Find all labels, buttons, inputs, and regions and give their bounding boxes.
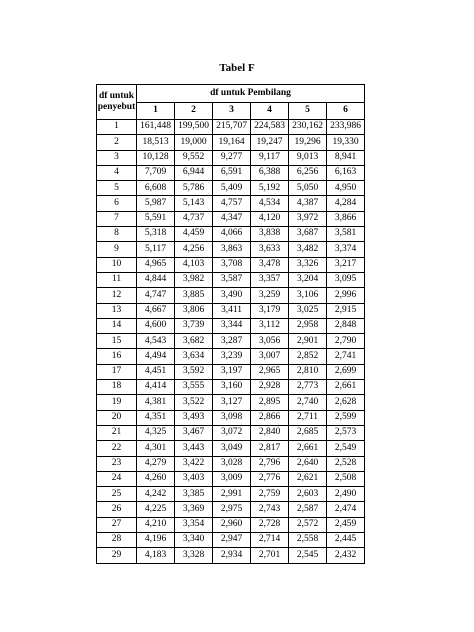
f-value-cell: 4,242 xyxy=(137,487,175,502)
f-value-cell: 4,210 xyxy=(137,517,175,532)
f-value-cell: 2,573 xyxy=(327,425,365,440)
denominator-df-cell: 15 xyxy=(97,334,137,349)
f-value-cell: 3,204 xyxy=(289,272,327,287)
table-body xyxy=(97,120,365,564)
f-value-cell: 3,555 xyxy=(175,380,213,395)
f-value-cell: 9,552 xyxy=(175,150,213,165)
f-value-cell: 2,603 xyxy=(289,487,327,502)
f-value-cell: 2,960 xyxy=(213,517,251,532)
f-value-cell: 6,591 xyxy=(213,165,251,180)
f-value-cell: 3,179 xyxy=(251,303,289,318)
f-value-cell: 3,522 xyxy=(175,395,213,410)
denominator-df-cell: 14 xyxy=(97,318,137,333)
f-value-cell: 4,351 xyxy=(137,410,175,425)
f-value-cell: 2,459 xyxy=(327,517,365,532)
f-value-cell: 2,852 xyxy=(289,349,327,364)
f-value-cell: 3,739 xyxy=(175,318,213,333)
f-value-cell: 19,000 xyxy=(175,135,213,150)
f-value-cell: 2,701 xyxy=(251,548,289,563)
denominator-df-cell: 3 xyxy=(97,150,137,165)
f-value-cell: 3,344 xyxy=(213,318,251,333)
table-row xyxy=(97,242,365,257)
f-value-cell: 2,947 xyxy=(213,533,251,548)
f-value-cell: 2,685 xyxy=(289,425,327,440)
denominator-df-cell: 29 xyxy=(97,548,137,563)
f-value-cell: 3,633 xyxy=(251,242,289,257)
f-value-cell: 4,543 xyxy=(137,334,175,349)
f-value-cell: 224,583 xyxy=(251,120,289,135)
f-value-cell: 3,467 xyxy=(175,425,213,440)
f-value-cell: 4,260 xyxy=(137,471,175,486)
f-value-cell: 3,112 xyxy=(251,318,289,333)
f-value-cell: 2,699 xyxy=(327,364,365,379)
f-value-cell: 4,844 xyxy=(137,272,175,287)
f-value-cell: 3,217 xyxy=(327,257,365,272)
denominator-df-cell: 16 xyxy=(97,349,137,364)
f-value-cell: 5,050 xyxy=(289,181,327,196)
denominator-df-cell: 24 xyxy=(97,471,137,486)
f-value-cell: 199,500 xyxy=(175,120,213,135)
f-value-cell: 3,127 xyxy=(213,395,251,410)
numerator-columns-row xyxy=(97,102,365,120)
f-value-cell: 2,790 xyxy=(327,334,365,349)
f-value-cell: 5,591 xyxy=(137,211,175,226)
f-value-cell: 5,192 xyxy=(251,181,289,196)
f-value-cell: 19,247 xyxy=(251,135,289,150)
denominator-df-header xyxy=(97,85,137,120)
f-value-cell: 6,163 xyxy=(327,165,365,180)
numerator-column-header: 1 xyxy=(137,102,175,120)
f-value-cell: 3,806 xyxy=(175,303,213,318)
f-value-cell: 2,934 xyxy=(213,548,251,563)
f-value-cell: 3,972 xyxy=(289,211,327,226)
f-value-cell: 2,474 xyxy=(327,502,365,517)
denominator-df-cell: 18 xyxy=(97,380,137,395)
f-value-cell: 3,009 xyxy=(213,471,251,486)
f-value-cell: 3,587 xyxy=(213,272,251,287)
f-value-cell: 2,901 xyxy=(289,334,327,349)
f-value-cell: 3,369 xyxy=(175,502,213,517)
f-value-cell: 3,581 xyxy=(327,227,365,242)
f-value-cell: 4,103 xyxy=(175,257,213,272)
f-value-cell: 4,325 xyxy=(137,425,175,440)
f-value-cell: 3,634 xyxy=(175,349,213,364)
f-distribution-table xyxy=(96,84,365,564)
table-row xyxy=(97,272,365,287)
f-value-cell: 8,941 xyxy=(327,150,365,165)
f-value-cell: 3,838 xyxy=(251,227,289,242)
f-value-cell: 2,549 xyxy=(327,441,365,456)
f-value-cell: 3,592 xyxy=(175,364,213,379)
f-value-cell: 4,225 xyxy=(137,502,175,517)
numerator-column-header: 2 xyxy=(175,102,213,120)
denominator-df-cell: 1 xyxy=(97,120,137,135)
f-value-cell: 9,013 xyxy=(289,150,327,165)
f-value-cell: 4,279 xyxy=(137,456,175,471)
f-value-cell: 4,347 xyxy=(213,211,251,226)
f-value-cell: 10,128 xyxy=(137,150,175,165)
f-value-cell: 2,776 xyxy=(251,471,289,486)
f-value-cell: 2,915 xyxy=(327,303,365,318)
denominator-df-cell: 6 xyxy=(97,196,137,211)
f-value-cell: 2,445 xyxy=(327,533,365,548)
f-value-cell: 4,256 xyxy=(175,242,213,257)
f-value-cell: 2,728 xyxy=(251,517,289,532)
f-value-cell: 9,117 xyxy=(251,150,289,165)
denominator-df-cell: 5 xyxy=(97,181,137,196)
denominator-df-cell: 9 xyxy=(97,242,137,257)
f-value-cell: 3,374 xyxy=(327,242,365,257)
f-value-cell: 2,928 xyxy=(251,380,289,395)
f-value-cell: 2,848 xyxy=(327,318,365,333)
f-value-cell: 3,328 xyxy=(175,548,213,563)
table-row xyxy=(97,349,365,364)
f-value-cell: 4,950 xyxy=(327,181,365,196)
f-value-cell: 2,796 xyxy=(251,456,289,471)
table-row xyxy=(97,227,365,242)
f-value-cell: 233,986 xyxy=(327,120,365,135)
f-value-cell: 18,513 xyxy=(137,135,175,150)
f-value-cell: 2,810 xyxy=(289,364,327,379)
f-value-cell: 19,296 xyxy=(289,135,327,150)
f-value-cell: 2,661 xyxy=(289,441,327,456)
f-value-cell: 4,451 xyxy=(137,364,175,379)
f-value-cell: 5,143 xyxy=(175,196,213,211)
f-value-cell: 6,608 xyxy=(137,181,175,196)
f-value-cell: 4,301 xyxy=(137,441,175,456)
f-value-cell: 4,494 xyxy=(137,349,175,364)
denominator-df-cell: 27 xyxy=(97,517,137,532)
f-value-cell: 6,388 xyxy=(251,165,289,180)
table-row xyxy=(97,165,365,180)
f-value-cell: 2,558 xyxy=(289,533,327,548)
f-value-cell: 215,707 xyxy=(213,120,251,135)
table-row xyxy=(97,533,365,548)
numerator-column-header: 3 xyxy=(213,102,251,120)
denominator-df-cell: 11 xyxy=(97,272,137,287)
f-value-cell: 4,196 xyxy=(137,533,175,548)
f-value-cell: 3,866 xyxy=(327,211,365,226)
denominator-df-cell: 19 xyxy=(97,395,137,410)
denominator-header-line-2: penyebut xyxy=(97,102,136,112)
table-row xyxy=(97,150,365,165)
f-value-cell: 3,049 xyxy=(213,441,251,456)
f-value-cell: 2,743 xyxy=(251,502,289,517)
f-value-cell: 3,493 xyxy=(175,410,213,425)
table-row xyxy=(97,181,365,196)
f-value-cell: 3,482 xyxy=(289,242,327,257)
f-value-cell: 2,895 xyxy=(251,395,289,410)
f-value-cell: 3,863 xyxy=(213,242,251,257)
f-value-cell: 3,326 xyxy=(289,257,327,272)
f-value-cell: 2,628 xyxy=(327,395,365,410)
f-value-cell: 2,759 xyxy=(251,487,289,502)
f-value-cell: 4,965 xyxy=(137,257,175,272)
table-row xyxy=(97,425,365,440)
f-value-cell: 4,747 xyxy=(137,288,175,303)
denominator-df-cell: 21 xyxy=(97,425,137,440)
table-row xyxy=(97,211,365,226)
f-value-cell: 2,991 xyxy=(213,487,251,502)
f-value-cell: 5,117 xyxy=(137,242,175,257)
table-row xyxy=(97,364,365,379)
f-value-cell: 3,106 xyxy=(289,288,327,303)
denominator-df-cell: 4 xyxy=(97,165,137,180)
f-value-cell: 3,239 xyxy=(213,349,251,364)
denominator-df-cell: 7 xyxy=(97,211,137,226)
f-value-cell: 2,773 xyxy=(289,380,327,395)
f-value-cell: 3,056 xyxy=(251,334,289,349)
denominator-df-cell: 20 xyxy=(97,410,137,425)
f-value-cell: 9,277 xyxy=(213,150,251,165)
f-value-cell: 3,098 xyxy=(213,410,251,425)
denominator-df-cell: 28 xyxy=(97,533,137,548)
page-title: Tabel F xyxy=(219,62,255,74)
table-row xyxy=(97,380,365,395)
f-value-cell: 3,197 xyxy=(213,364,251,379)
f-value-cell: 5,987 xyxy=(137,196,175,211)
numerator-column-header: 5 xyxy=(289,102,327,120)
numerator-column-header: 6 xyxy=(327,102,365,120)
f-value-cell: 4,414 xyxy=(137,380,175,395)
f-value-cell: 19,164 xyxy=(213,135,251,150)
denominator-df-cell: 22 xyxy=(97,441,137,456)
f-value-cell: 4,284 xyxy=(327,196,365,211)
f-value-cell: 3,411 xyxy=(213,303,251,318)
f-value-cell: 6,256 xyxy=(289,165,327,180)
table-row xyxy=(97,334,365,349)
table-row xyxy=(97,196,365,211)
f-value-cell: 4,120 xyxy=(251,211,289,226)
f-value-cell: 2,432 xyxy=(327,548,365,563)
f-value-cell: 161,448 xyxy=(137,120,175,135)
f-value-cell: 3,687 xyxy=(289,227,327,242)
f-value-cell: 3,885 xyxy=(175,288,213,303)
denominator-df-cell: 17 xyxy=(97,364,137,379)
table-row xyxy=(97,502,365,517)
f-value-cell: 3,478 xyxy=(251,257,289,272)
denominator-df-cell: 10 xyxy=(97,257,137,272)
f-value-cell: 3,490 xyxy=(213,288,251,303)
f-value-cell: 2,975 xyxy=(213,502,251,517)
numerator-column-header: 4 xyxy=(251,102,289,120)
f-value-cell: 4,534 xyxy=(251,196,289,211)
table-row xyxy=(97,303,365,318)
f-value-cell: 3,007 xyxy=(251,349,289,364)
f-value-cell: 3,287 xyxy=(213,334,251,349)
f-value-cell: 5,786 xyxy=(175,181,213,196)
f-value-cell: 2,528 xyxy=(327,456,365,471)
f-value-cell: 2,661 xyxy=(327,380,365,395)
f-value-cell: 2,741 xyxy=(327,349,365,364)
f-value-cell: 3,708 xyxy=(213,257,251,272)
f-value-cell: 4,757 xyxy=(213,196,251,211)
f-value-cell: 3,443 xyxy=(175,441,213,456)
numerator-df-header: df untuk Pembilang xyxy=(137,85,365,103)
f-value-cell: 3,259 xyxy=(251,288,289,303)
table-row xyxy=(97,441,365,456)
f-value-cell: 2,996 xyxy=(327,288,365,303)
denominator-df-cell: 26 xyxy=(97,502,137,517)
f-value-cell: 3,025 xyxy=(289,303,327,318)
f-value-cell: 3,354 xyxy=(175,517,213,532)
f-value-cell: 2,740 xyxy=(289,395,327,410)
f-value-cell: 3,160 xyxy=(213,380,251,395)
f-value-cell: 3,403 xyxy=(175,471,213,486)
denominator-df-cell: 12 xyxy=(97,288,137,303)
f-value-cell: 3,028 xyxy=(213,456,251,471)
denominator-df-cell: 13 xyxy=(97,303,137,318)
f-value-cell: 2,621 xyxy=(289,471,327,486)
f-value-cell: 2,640 xyxy=(289,456,327,471)
f-value-cell: 2,840 xyxy=(251,425,289,440)
f-value-cell: 2,866 xyxy=(251,410,289,425)
denominator-df-cell: 25 xyxy=(97,487,137,502)
f-value-cell: 3,422 xyxy=(175,456,213,471)
f-value-cell: 230,162 xyxy=(289,120,327,135)
f-value-cell: 3,072 xyxy=(213,425,251,440)
f-value-cell: 3,385 xyxy=(175,487,213,502)
f-value-cell: 4,183 xyxy=(137,548,175,563)
f-value-cell: 4,066 xyxy=(213,227,251,242)
f-value-cell: 2,714 xyxy=(251,533,289,548)
table-row xyxy=(97,135,365,150)
f-value-cell: 4,387 xyxy=(289,196,327,211)
table-row xyxy=(97,395,365,410)
f-value-cell: 4,381 xyxy=(137,395,175,410)
table-row xyxy=(97,517,365,532)
f-value-cell: 2,599 xyxy=(327,410,365,425)
f-value-cell: 2,587 xyxy=(289,502,327,517)
f-value-cell: 2,572 xyxy=(289,517,327,532)
table-row xyxy=(97,410,365,425)
f-value-cell: 3,982 xyxy=(175,272,213,287)
f-value-cell: 4,667 xyxy=(137,303,175,318)
f-value-cell: 3,357 xyxy=(251,272,289,287)
f-value-cell: 2,711 xyxy=(289,410,327,425)
f-value-cell: 2,545 xyxy=(289,548,327,563)
f-value-cell: 4,600 xyxy=(137,318,175,333)
denominator-df-cell: 23 xyxy=(97,456,137,471)
table-row xyxy=(97,487,365,502)
f-value-cell: 2,508 xyxy=(327,471,365,486)
f-value-cell: 2,958 xyxy=(289,318,327,333)
f-value-cell: 4,737 xyxy=(175,211,213,226)
table-row xyxy=(97,288,365,303)
f-value-cell: 5,318 xyxy=(137,227,175,242)
table-row xyxy=(97,548,365,563)
f-value-cell: 2,817 xyxy=(251,441,289,456)
f-value-cell: 2,965 xyxy=(251,364,289,379)
table-row xyxy=(97,257,365,272)
denominator-header-line-1: df untuk xyxy=(98,91,135,102)
table-row xyxy=(97,471,365,486)
table-row xyxy=(97,318,365,333)
f-value-cell: 3,682 xyxy=(175,334,213,349)
table-row xyxy=(97,456,365,471)
f-value-cell: 3,340 xyxy=(175,533,213,548)
f-value-cell: 4,459 xyxy=(175,227,213,242)
f-value-cell: 19,330 xyxy=(327,135,365,150)
denominator-df-cell: 2 xyxy=(97,135,137,150)
f-value-cell: 3,095 xyxy=(327,272,365,287)
f-value-cell: 7,709 xyxy=(137,165,175,180)
f-value-cell: 6,944 xyxy=(175,165,213,180)
denominator-df-cell: 8 xyxy=(97,227,137,242)
table-row xyxy=(97,120,365,135)
f-value-cell: 5,409 xyxy=(213,181,251,196)
f-value-cell: 2,490 xyxy=(327,487,365,502)
